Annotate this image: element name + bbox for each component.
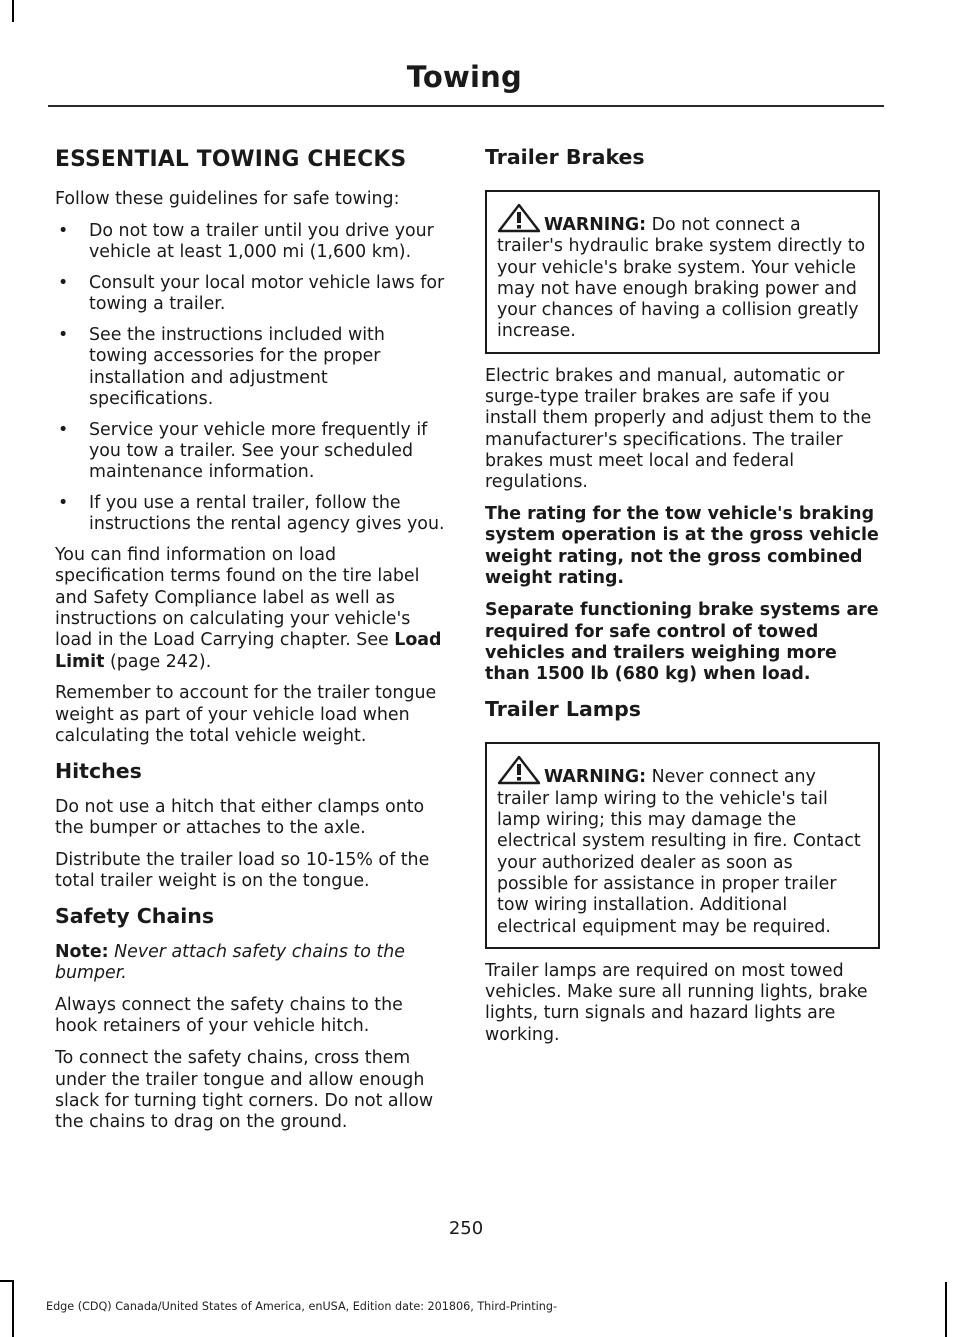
page-header-title: Towing [406,60,522,94]
warning-label: WARNING: [544,767,647,788]
safety-chains-paragraph-1: Always connect the safety chains to the hook retainers of your vehicle hitch. [55,995,403,1037]
page-number: 250 [448,1218,484,1239]
list-item: • Service your vehicle more frequently if you tow a trailer. See your scheduled maintenance information. [58,419,428,483]
load-info-paragraph: You can find information on load specification terms found on the tire label and Safety Compliance label as well as instructions on calculating your vehicle's load in the Load Carrying chapter. See Load Limit (page 242). [55,545,442,672]
crop-mark-bottom-right [945,1282,947,1337]
trailer-brakes-paragraph: Electric brakes and manual, automatic or surge-type trailer brakes are safe if you install them properly and adjust them to the manufacturer's specifications. The trailer brakes must meet local and federal regulations. [485,365,872,493]
load-limit-link[interactable]: Load Limit [55,630,442,672]
list-item: • If you use a rental trailer, follow the instructions the rental agency gives you. [58,493,445,535]
brakes-warning-box [485,190,880,354]
tongue-weight-paragraph: Remember to account for the trailer tongue weight as part of your vehicle load when calculating the total vehicle weight. [55,683,437,747]
section-heading-hitches: Hitches [55,758,142,783]
safety-chains-note [55,942,448,985]
header-divider [48,105,884,107]
bullet-icon: • [58,272,69,293]
bullet-icon: • [58,493,69,514]
crop-mark-bottom-left [12,1282,14,1337]
lamps-warning-box [485,742,880,948]
note-text: Never attach safety chains to the bumper. [55,942,405,984]
note-label: Note: [55,942,109,963]
warning-triangle-icon [497,755,541,785]
list-item: • See the instructions included with towing accessories for the proper installation and adjustment specifications. [58,324,385,409]
section-heading-trailer-lamps: Trailer Lamps [485,697,642,722]
bullet-icon: • [58,419,69,440]
warning-label: WARNING: [544,215,647,235]
warning-triangle-icon [497,203,541,233]
bullet-icon: • [58,324,69,345]
section-heading-essential-towing-checks: ESSENTIAL TOWING CHECKS [55,147,407,172]
warning-text: Never connect any trailer lamp wiring to the vehicle's tail lamp wiring; this may damage the electrical system resulting in fire. Contact your authorized dealer as soon as possible for assistance in proper trailer tow wiring installation. Additional electrical equipment may be required. [497,767,861,937]
separate-brakes-paragraph: Separate functioning brake systems are required for safe control of towed vehicles and trailers weighing more than 1500 lb (680 kg) when load. [485,600,879,685]
crop-mark-bottom-left-h [0,1280,14,1282]
list-item: • Do not tow a trailer until you drive your vehicle at least 1,000 mi (1,600 km). [58,220,434,263]
safety-chains-paragraph-2: To connect the safety chains, cross them under the trailer tongue and allow enough slack for turning tight corners. Do not allow the chains to drag on the ground. [55,1048,434,1133]
intro-paragraph: Follow these guidelines for safe towing: [55,189,400,209]
list-item: • Consult your local motor vehicle laws for towing a trailer. [58,272,445,315]
crop-mark-top-left [12,0,14,22]
warning-text: Do not connect a trailer's hydraulic brake system directly to your vehicle's brake system. Your vehicle may not have enough braking power and your chances of having a collision greatly increase. [497,215,866,342]
hitches-paragraph-2: Distribute the trailer load so 10-15% of the total trailer weight is on the tongue. [55,849,430,892]
left-column [55,142,448,1144]
right-column [485,142,880,1057]
section-heading-trailer-brakes: Trailer Brakes [485,145,645,169]
towing-guidelines-list [55,221,448,536]
hitches-paragraph-1: Do not use a hitch that either clamps onto the bumper or attaches to the axle. [55,796,425,839]
braking-rating-paragraph: The rating for the tow vehicle's braking system operation is at the gross vehicle weight rating, not the gross combined weight rating. [485,504,879,588]
edition-footer: Edge (CDQ) Canada/United States of America, enUSA, Edition date: 201806, Third-Printing- [46,1300,557,1313]
trailer-lamps-paragraph: Trailer lamps are required on most towed vehicles. Make sure all running lights, brake lights, turn signals and hazard lights are working. [485,960,868,1045]
load-limit-page-ref: (page 242). [109,651,212,672]
section-heading-safety-chains: Safety Chains [55,904,215,929]
bullet-icon: • [58,220,69,241]
